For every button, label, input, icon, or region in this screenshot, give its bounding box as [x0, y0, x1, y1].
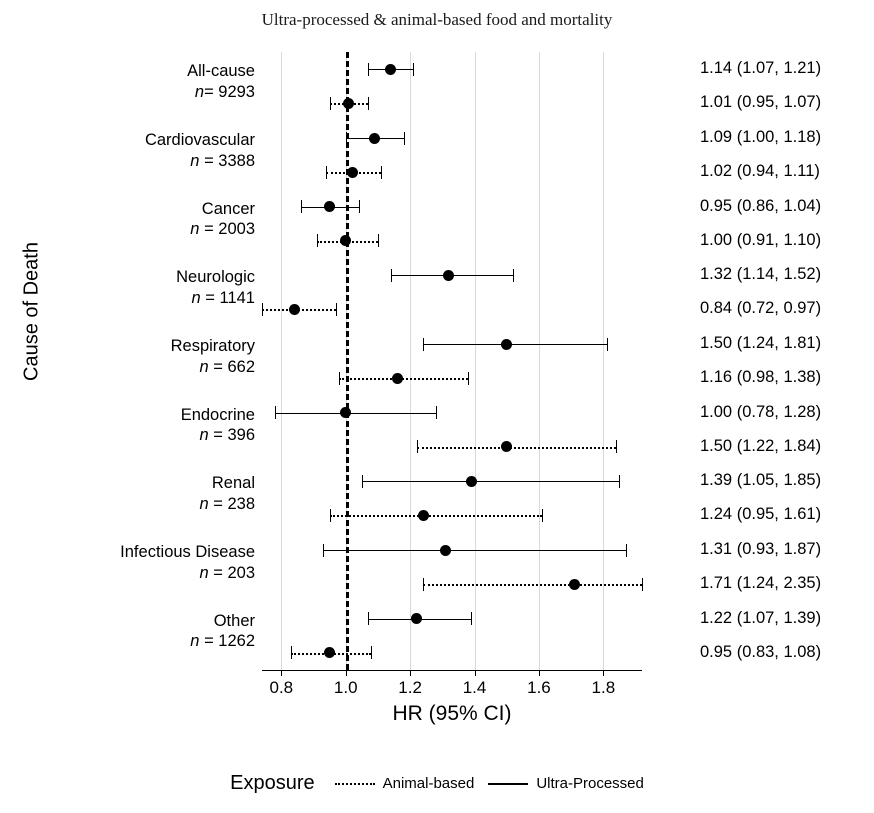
annotation-ultra-processed: 1.31 (0.93, 1.87) — [700, 540, 822, 558]
point-estimate — [347, 167, 358, 178]
ci-cap-low — [330, 97, 331, 110]
ci-cap-high — [413, 63, 414, 76]
annotation-animal-based: 1.02 (0.94, 1.11) — [700, 162, 820, 180]
annotation-animal-based: 1.71 (1.24, 2.35) — [700, 574, 822, 592]
ci-cap-high — [468, 372, 469, 385]
point-estimate — [418, 510, 429, 521]
reference-line — [346, 52, 349, 670]
x-axis-tick-label: 1.4 — [462, 678, 487, 697]
y-axis-category-label — [15, 336, 255, 377]
legend-label: Animal-based — [382, 775, 475, 792]
point-estimate — [443, 270, 454, 281]
x-axis-tick — [410, 670, 411, 676]
x-axis-tick-label: 1.2 — [398, 678, 422, 697]
annotation-animal-based: 1.50 (1.22, 1.84) — [700, 436, 822, 455]
y-axis-category-label — [15, 473, 255, 514]
legend-item-animal-based — [335, 775, 475, 792]
sample-size: n = 203 — [199, 563, 255, 582]
sample-size: n = 396 — [199, 426, 255, 445]
sample-size: n = 3388 — [190, 151, 255, 170]
annotation-ultra-processed: 0.95 (0.86, 1.04) — [700, 196, 822, 215]
ci-cap-high — [471, 612, 472, 625]
cause-name: Infectious Disease — [120, 543, 255, 561]
ci-cap-low — [326, 166, 327, 179]
point-estimate — [289, 304, 300, 315]
gridline — [475, 52, 476, 670]
x-axis-tick-label: 1.8 — [591, 678, 616, 697]
confidence-interval — [323, 550, 626, 551]
x-axis-tick-label: 1.6 — [527, 678, 551, 697]
ci-cap-high — [381, 166, 382, 179]
confidence-interval — [275, 413, 436, 414]
annotation-animal-based: 1.24 (0.95, 1.61) — [700, 505, 822, 524]
legend-label: Ultra-Processed — [536, 775, 644, 792]
confidence-interval — [423, 344, 607, 345]
cause-name: All-cause — [187, 62, 255, 81]
solid-line-icon — [488, 783, 528, 785]
y-axis-category-label — [15, 199, 255, 240]
gridline — [410, 52, 411, 670]
ci-cap-low — [339, 372, 340, 385]
legend — [0, 772, 874, 795]
legend-item-ultra-processed — [488, 775, 644, 792]
annotation-ultra-processed: 1.22 (1.07, 1.39) — [700, 608, 822, 627]
ci-cap-high — [616, 440, 617, 453]
sample-size: n = 238 — [199, 494, 255, 513]
point-estimate — [340, 407, 351, 418]
annotation-ultra-processed: 1.39 (1.05, 1.85) — [700, 471, 822, 490]
point-estimate — [324, 201, 335, 212]
confidence-interval — [362, 481, 620, 482]
ci-cap-high — [371, 646, 372, 659]
ci-cap-low — [323, 544, 324, 557]
ci-cap-low — [368, 63, 369, 76]
ci-cap-low — [391, 269, 392, 282]
cause-name: Cardiovascular — [144, 131, 255, 149]
annotation-ultra-processed: 1.32 (1.14, 1.52) — [700, 265, 822, 284]
gridline — [281, 52, 282, 670]
point-estimate — [440, 545, 451, 556]
estimate-annotations — [700, 52, 874, 670]
x-axis-line — [262, 670, 642, 671]
page-title: Ultra-processed & animal-based food and mortality — [261, 10, 613, 29]
annotation-ultra-processed: 1.14 (1.07, 1.21) — [700, 59, 822, 78]
annotation-ultra-processed: 1.00 (0.78, 1.28) — [700, 402, 822, 421]
sample-size: n = 1141 — [191, 288, 255, 307]
y-axis-title: Cause of Death — [20, 242, 43, 381]
ci-cap-high — [336, 303, 337, 316]
ci-cap-low — [330, 509, 331, 522]
sample-size: n= 9293 — [194, 82, 255, 101]
point-estimate — [392, 373, 403, 384]
x-axis-title: HR (95% CI) — [392, 702, 512, 725]
annotation-ultra-processed: 1.09 (1.00, 1.18) — [700, 128, 822, 146]
ci-cap-low — [317, 234, 318, 247]
annotation-ultra-processed: 1.50 (1.24, 1.81) — [700, 334, 822, 352]
point-estimate — [569, 579, 580, 590]
ci-cap-high — [368, 97, 369, 110]
ci-cap-high — [404, 132, 405, 145]
ci-cap-low — [423, 578, 424, 591]
ci-cap-high — [542, 509, 543, 522]
cause-name: Respiratory — [170, 337, 255, 355]
annotation-animal-based: 1.00 (0.91, 1.10) — [700, 230, 822, 249]
y-axis-category-label — [15, 405, 255, 446]
gridline — [603, 52, 604, 670]
gridline — [539, 52, 540, 670]
y-axis-category-label — [15, 611, 255, 652]
x-axis-tick-label: 0.8 — [269, 678, 294, 697]
ci-cap-low — [423, 338, 424, 351]
cause-name: Endocrine — [180, 405, 255, 424]
confidence-interval — [423, 584, 642, 586]
y-axis-labels — [10, 52, 255, 670]
x-axis-tick — [281, 670, 282, 676]
x-axis-tick — [346, 670, 347, 676]
y-axis-category-label — [15, 130, 255, 171]
dotted-line-icon — [335, 783, 375, 785]
ci-cap-low — [368, 612, 369, 625]
sample-size: n = 1262 — [190, 632, 255, 651]
cause-name: Other — [213, 611, 255, 630]
x-axis-tick — [475, 670, 476, 676]
ci-cap-low — [362, 475, 363, 488]
y-axis-category-label — [15, 61, 255, 102]
x-axis-tick — [539, 670, 540, 676]
ci-cap-high — [607, 338, 608, 351]
point-estimate — [501, 441, 512, 452]
ci-cap-high — [436, 406, 437, 419]
point-estimate — [324, 647, 335, 658]
ci-cap-high — [619, 475, 620, 488]
point-estimate — [369, 133, 380, 144]
cause-name: Neurologic — [176, 268, 255, 287]
annotation-animal-based: 1.16 (0.98, 1.38) — [700, 368, 822, 386]
y-axis-category-label — [15, 542, 255, 583]
x-axis-tick — [603, 670, 604, 676]
point-estimate — [343, 98, 354, 109]
ci-cap-low — [275, 406, 276, 419]
sample-size: n = 2003 — [190, 220, 255, 239]
annotation-animal-based: 1.01 (0.95, 1.07) — [700, 93, 822, 112]
ci-cap-high — [359, 200, 360, 213]
ci-cap-low — [301, 200, 302, 213]
ci-cap-high — [642, 578, 643, 591]
ci-cap-low — [262, 303, 263, 316]
x-axis-tick-label: 1.0 — [333, 678, 358, 697]
point-estimate — [466, 476, 477, 487]
point-estimate — [340, 235, 351, 246]
confidence-interval — [330, 515, 543, 517]
ci-cap-high — [626, 544, 627, 557]
point-estimate — [501, 339, 512, 350]
confidence-interval — [417, 447, 617, 449]
ci-cap-low — [346, 132, 347, 145]
point-estimate — [385, 64, 396, 75]
plot-area — [262, 52, 642, 670]
confidence-interval — [339, 378, 468, 380]
ci-cap-low — [417, 440, 418, 453]
sample-size: n = 662 — [199, 357, 255, 376]
y-axis-category-label — [15, 267, 255, 308]
ci-cap-low — [291, 646, 292, 659]
annotation-animal-based: 0.84 (0.72, 0.97) — [700, 299, 822, 318]
cause-name: Cancer — [201, 199, 255, 218]
legend-title: Exposure — [230, 772, 315, 794]
ci-cap-high — [513, 269, 514, 282]
ci-cap-high — [378, 234, 379, 247]
cause-name: Renal — [211, 474, 255, 493]
annotation-animal-based: 0.95 (0.83, 1.08) — [700, 642, 822, 661]
point-estimate — [411, 613, 422, 624]
